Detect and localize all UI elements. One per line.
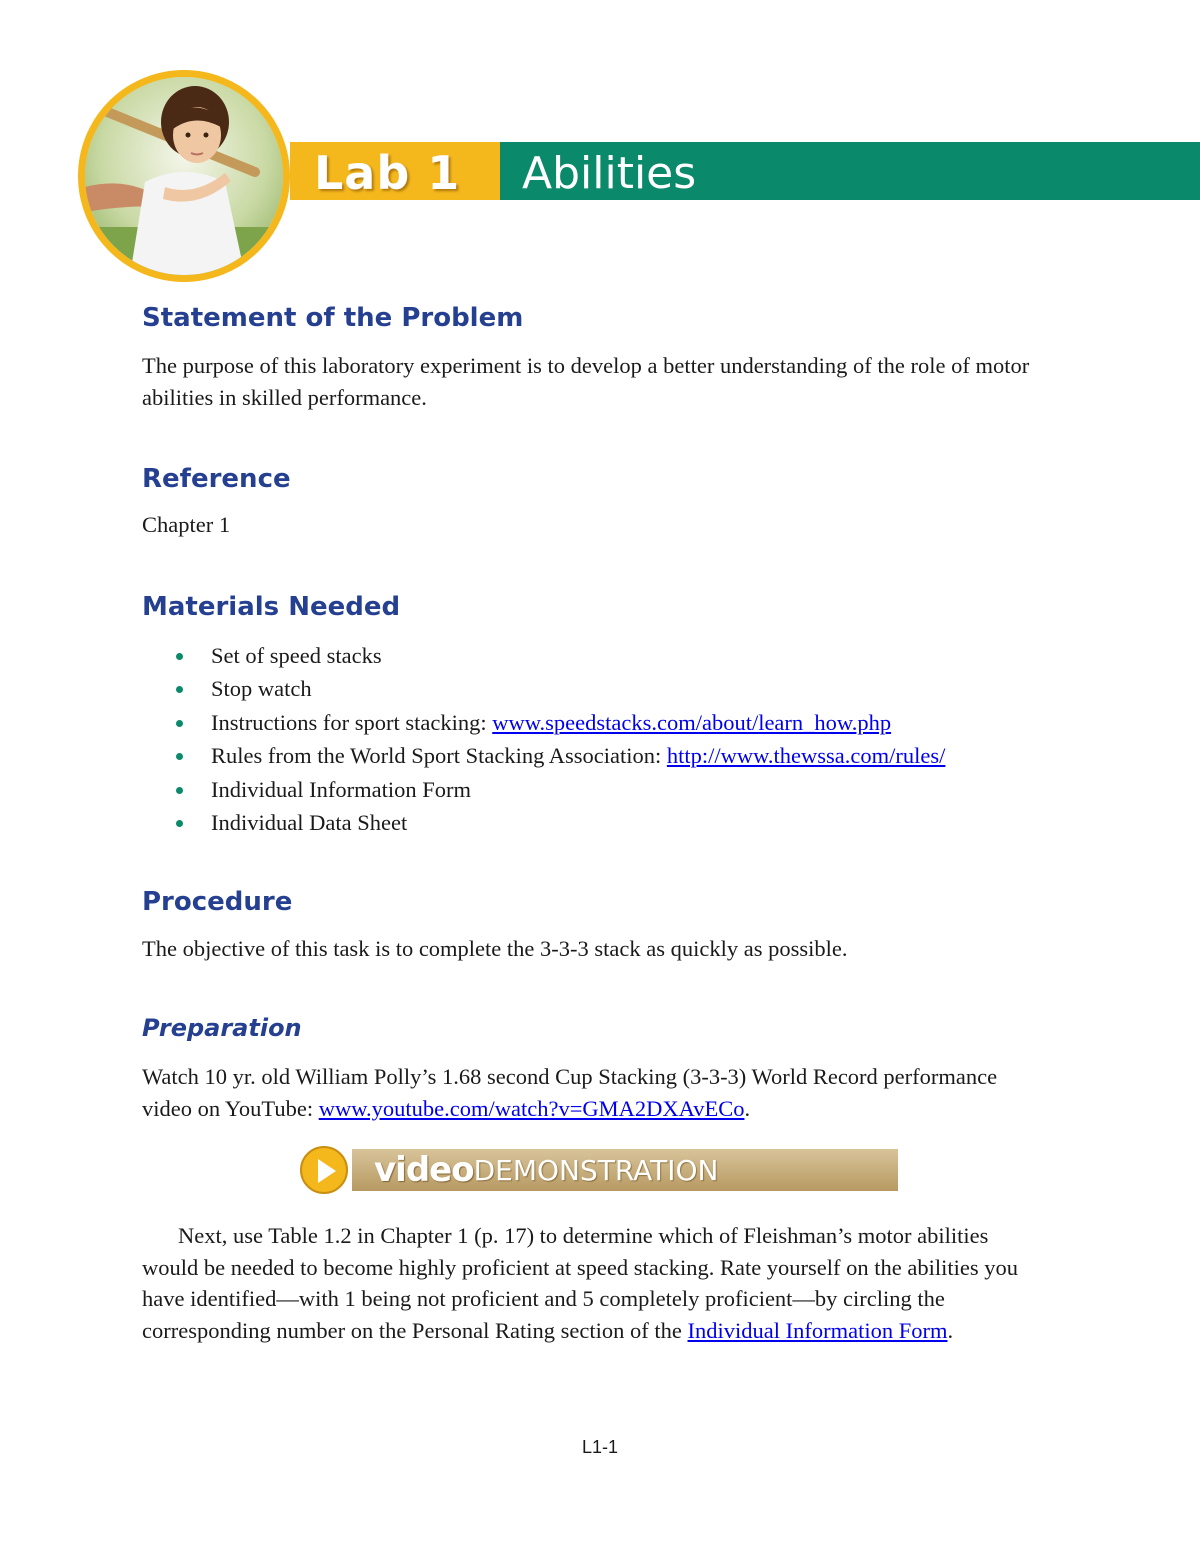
reference-heading: Reference: [142, 464, 291, 494]
bullet-icon: [176, 820, 183, 827]
lab-number: Lab 1: [314, 146, 461, 200]
preparation-text-body: Watch 10 yr. old William Polly’s 1.68 second Cup Stacking (3-3-3) World Record performance video on YouTube:: [142, 1064, 998, 1121]
list-item: [170, 706, 945, 739]
list-item-text: Rules from the World Sport Stacking Association:: [211, 743, 667, 769]
list-item-text: Set of speed stacks: [211, 643, 382, 668]
list-item-text: Individual Information Form: [211, 776, 471, 802]
procedure-heading: Procedure: [142, 887, 293, 917]
play-icon[interactable]: [300, 1146, 348, 1194]
video-label-rest: DEMONSTRATION: [473, 1153, 719, 1187]
wssa-rules-link[interactable]: http://www.thewssa.com/rules/: [666, 743, 946, 769]
bullet-icon: [176, 787, 183, 794]
preparation-text: [142, 1061, 1042, 1124]
problem-text: The purpose of this laboratory experiment is to develop a better understanding of the role of motor abilities in skilled performance.: [142, 353, 1030, 410]
procedure-text: The objective of this task is to complete the 3-3-3 stack as quickly as possible.: [142, 936, 848, 961]
problem-heading: Statement of the Problem: [142, 303, 524, 333]
individual-information-form-link[interactable]: Individual Information Form: [687, 1317, 948, 1343]
bullet-icon: [176, 720, 183, 727]
reference-text: Chapter 1: [142, 512, 231, 537]
speedstacks-link[interactable]: www.speedstacks.com/about/learn_how.php: [492, 709, 892, 735]
materials-list: [170, 639, 945, 839]
bullet-icon: [176, 753, 183, 760]
list-item: [170, 739, 945, 772]
next-text: [142, 1220, 1047, 1346]
lab-title: Abilities: [522, 148, 697, 199]
list-item: [170, 806, 945, 839]
materials-heading: Materials Needed: [142, 592, 401, 622]
next-text-end: .: [947, 1317, 954, 1343]
video-label-bold: video: [374, 1150, 474, 1190]
page-number: L1-1: [581, 1437, 619, 1457]
video-demonstration-banner[interactable]: [300, 1145, 898, 1195]
video-banner-label: [352, 1149, 898, 1191]
header-photo: [78, 70, 290, 282]
preparation-heading: Preparation: [142, 1014, 302, 1042]
next-text-body: Next, use Table 1.2 in Chapter 1 (p. 17) to determine which of Fleishman’s motor abilities would be needed to become highly proficient at speed stacking. Rate yourself on the abilities you have identified—with 1 being not proficient and 5 completely proficient—by circling the corresponding number on the Personal Rating section of the: [142, 1223, 1019, 1343]
list-item: [170, 672, 945, 705]
list-item-text: Individual Data Sheet: [211, 809, 408, 835]
list-item: [170, 773, 945, 806]
list-item: [170, 639, 945, 672]
list-item-text: Instructions for sport stacking:: [211, 709, 493, 735]
list-item-text: Stop watch: [211, 676, 312, 702]
youtube-link[interactable]: www.youtube.com/watch?v=GMA2DXAvECo: [318, 1095, 745, 1121]
bullet-icon: [176, 686, 183, 693]
preparation-text-end: .: [744, 1095, 751, 1121]
bullet-icon: [176, 653, 183, 660]
